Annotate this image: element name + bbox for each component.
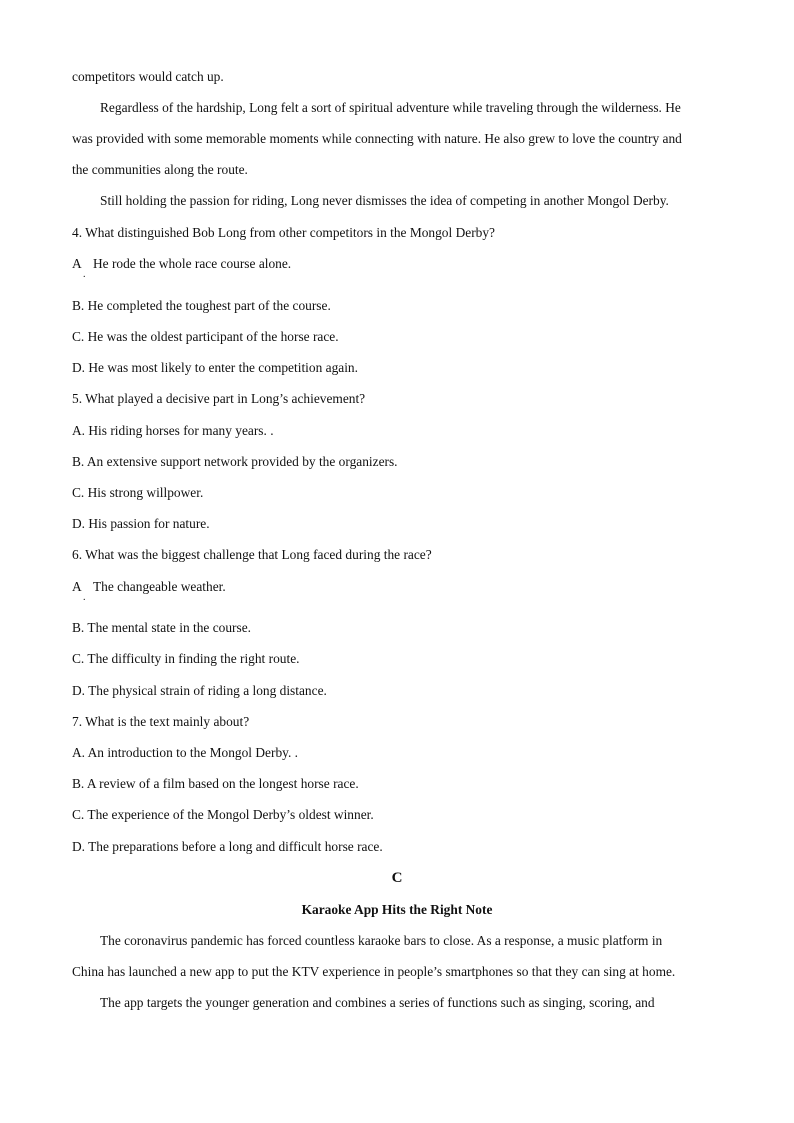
paragraph-line: The app targets the younger generation and combines a series of functions such as singing, scoring, and [100, 995, 655, 1010]
question-4: 4. What distinguished Bob Long from other competitors in the Mongol Derby? [72, 225, 495, 240]
option-5b: B. An extensive support network provided by the organizers. [72, 454, 398, 469]
paragraph-line: Regardless of the hardship, Long felt a sort of spiritual adventure while traveling through the wilderness. He [100, 100, 681, 115]
option-5d: D. His passion for nature. [72, 516, 210, 531]
option-7c: C. The experience of the Mongol Derby’s oldest winner. [72, 807, 374, 822]
option-dot: . [83, 592, 86, 603]
paragraph-line: was provided with some memorable moments while connecting with nature. He also grew to love the country and [72, 131, 682, 146]
option-4a [72, 255, 722, 280]
section-title: Karaoke App Hits the Right Note [301, 902, 493, 917]
question-7: 7. What is the text mainly about? [72, 714, 250, 729]
option-4d: D. He was most likely to enter the competition again. [72, 360, 358, 375]
option-4c: C. He was the oldest participant of the horse race. [72, 329, 339, 344]
paragraph-line: China has launched a new app to put the KTV experience in people’s smartphones so that they can sing at home. [72, 964, 676, 979]
option-6d: D. The physical strain of riding a long distance. [72, 683, 327, 698]
paragraph-line: The coronavirus pandemic has forced countless karaoke bars to close. As a response, a music platform in [100, 933, 663, 948]
option-7a: A. An introduction to the Mongol Derby. . [72, 745, 299, 760]
option-letter: A [72, 579, 82, 594]
option-text: He rode the whole race course alone. [93, 256, 292, 271]
option-6b: B. The mental state in the course. [72, 620, 251, 635]
option-6c: C. The difficulty in finding the right route. [72, 651, 300, 666]
option-7d: D. The preparations before a long and difficult horse race. [72, 839, 383, 854]
option-5a: A. His riding horses for many years. . [72, 423, 274, 438]
option-6a [72, 578, 722, 603]
option-7b: B. A review of a film based on the longest horse race. [72, 776, 359, 791]
paragraph-line: the communities along the route. [72, 162, 248, 177]
question-6: 6. What was the biggest challenge that Long faced during the race? [72, 547, 432, 562]
section-letter: C [391, 870, 403, 886]
option-4b: B. He completed the toughest part of the course. [72, 298, 331, 313]
paragraph-line: Still holding the passion for riding, Long never dismisses the idea of competing in another Mongol Derby. [100, 193, 669, 208]
question-5: 5. What played a decisive part in Long’s achievement? [72, 391, 366, 406]
text-line: competitors would catch up. [72, 69, 224, 84]
option-letter: A [72, 256, 82, 271]
option-dot: . [83, 269, 86, 280]
option-5c: C. His strong willpower. [72, 485, 204, 500]
option-text: The changeable weather. [93, 579, 226, 594]
